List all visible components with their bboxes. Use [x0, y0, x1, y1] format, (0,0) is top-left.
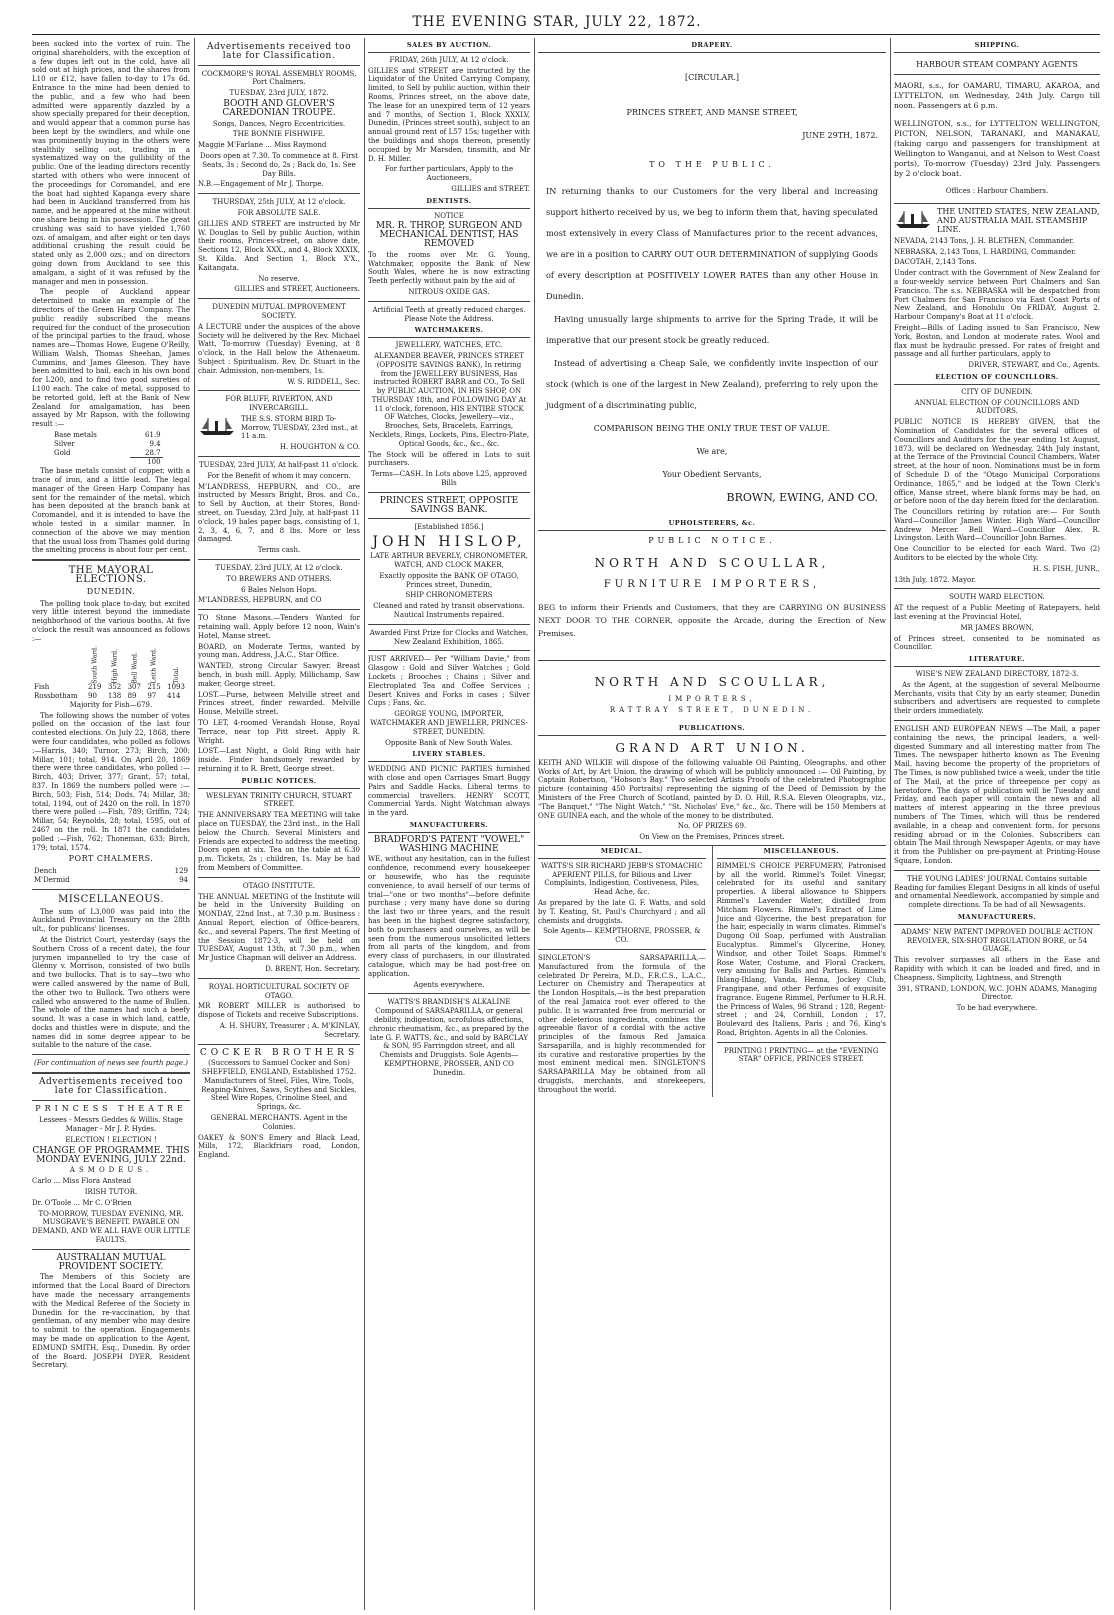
ad-text: A. H. SHURY, Treasurer ; A. M'KINLAY, Secretary. [219, 1021, 360, 1039]
ad-text: NITROUS OXIDE GAS. [408, 287, 490, 296]
divider [368, 518, 530, 519]
ad-text: GENERAL MERCHANTS. Agent in the Colonies. [210, 1114, 348, 1131]
ad-text: LOST.—Purse, between Melville street and Princes street, finder rewarded. Melville House, Melville street. [198, 690, 360, 717]
ad-text: THE YOUNG LADIES' JOURNAL Contains suitable Reading for families Elegant Designs in all kinds of useful and ornamental Needlework, accompanied by simple and complete directions. To be had of all Newsagents. [894, 874, 1100, 910]
ad-text: Agents everywhere. [413, 980, 485, 989]
ad-text: As the Agent, at the suggestion of several Melbourne Merchants, visits that City by an early steamer, Dunedin subscribers and advertisers are requested to complete their orders immediately. [894, 680, 1100, 716]
ad-text: of Princes street, consented to be nominated as Councillor. [894, 634, 1100, 652]
medical-misc-row [538, 845, 886, 1097]
ad-text: NOTICE [434, 211, 464, 220]
ad-text: CITY OF DUNEDIN. [961, 387, 1033, 396]
table-row [32, 867, 190, 876]
poll-table [32, 646, 190, 701]
divider [198, 559, 360, 560]
ad-text: JUST ARRIVED— Per "William Davie," from Glasgow : Gold and Silver Watches ; Gold Lockets ; Brooches ; Chains ; Silver and Electroplated Tea and Coffee Services ; Desert Knives and Forks in cases ; Silver Cups ; Fans, &c. [368, 655, 530, 708]
ad-text: JUNE 29TH, 1872. [802, 130, 878, 140]
section-heading: THE MAYORAL ELECTIONS. [68, 565, 154, 586]
table-cell: 219 [88, 683, 102, 692]
port-table [32, 867, 190, 885]
ad-text: (Successors to Samuel Cocker and Son) SHEFFIELD, ENGLAND, Established 1752. Manufacturers of Steel, Files, Wire, Tools, Reaping-Knives, Saws, Scythes and Sickles, Steel Wire Ropes, Crinoline Steel, and Springs, &c. [201, 1059, 357, 1112]
column-5 [894, 40, 1100, 1610]
column-divider [890, 38, 891, 1610]
table-cell: 215 [147, 683, 161, 692]
ad-text: WATTS'S SIR RICHARD JEBB'S STOMACHIC APERIENT PILLS, for Bilious and Liver Complaints, Indigestion, Costiveness, Piles, Head Ache, &c. [540, 861, 703, 897]
ad-text: 391, STRAND, LONDON, W.C. JOHN ADAMS, Managing Director. [897, 984, 1097, 1002]
ad-text: Opposite Bank of New South Wales. [385, 738, 513, 747]
ad-text: PRINCES STREET, AND MANSE STREET, [626, 107, 798, 117]
ad-title: PRINCESS THEATRE [35, 1103, 187, 1113]
ad-text: ENGLISH AND EUROPEAN NEWS —The Mail, a paper containing the news, the principal leaders, a well-digested Summary and all interesting matter from The Times. The newspaper hitherto known as The Evening Mail, having become the property of the proprietors of The Times, is now published twice a week, under the title of The Mail, at the price of threepence per copy as heretofore. The days of publication will be Tuesday and Friday, and each paper will contain the news and all matters of interest appearing in the three previous numbers of The Times, which will thus be rendered available, in a cheap and convenient form, for persons residing abroad or in the Colonies. Subscribers can obtain The Mail through Newspaper Agents, or may have it from the Publisher on pre-payment at Printing-House Square, London. [894, 725, 1100, 865]
ad-text: THE ANNIVERSARY TEA MEETING will take place on TUESDAY, the 23rd inst., in the Hall below the Church. Several Ministers and Friends are expected to address the meeting. Doors open at six. Tea on the table at 6.30 p.m. Tickets, 2s ; children, 1s. May be had from Members of Committee. [198, 811, 360, 872]
table-cell: 94 [179, 875, 188, 884]
ad-text: Freight—Bills of Lading issued to San Francisco, New York, Boston, and London at moderate rates. Wool and flax must be hydraulic pressed. For rates of freight and passage and all further particulars, apply to [894, 323, 1100, 359]
assay-table [52, 431, 163, 467]
section-heading: PUBLIC NOTICES. [198, 776, 360, 789]
ad-text: PRINTING ! PRINTING— at the "EVENING STAR" OFFICE, PRINCES STREET. [723, 1046, 879, 1064]
ad-text: SHIP CHRONOMETERS [405, 591, 493, 600]
ad-text: NEVADA, 2143 Tons, J. H. BLETHEN, Commander. [894, 236, 1075, 245]
ad-text: [Established 1856.] [414, 523, 484, 532]
ad-text: Exactly opposite the BANK OF OTAGO, Princes street, Dunedin, [379, 571, 519, 589]
divider [538, 949, 706, 950]
drapery-circular [538, 67, 886, 508]
steamship-icon [894, 208, 934, 230]
table-cell: M'Dermid [34, 875, 70, 884]
ad-text: TO-MORROW, TUESDAY EVENING, MR. MUSGRAVE'S BENEFIT. PAYABLE ON DEMAND, AND WE ALL HAVE OUR LITTLE FAULTS. [32, 1209, 190, 1245]
ad-text: KEITH AND WILKIE will dispose of the following valuable Oil Painting, Oleographs, and other Works of Art, by Art Union, the drawing of which will be publicly announced :— Oil Painting, by Captain Robertson, "Hobson's Bay." Two selected Artists Proofs of the celebrated Photographic picture (containing 450 Portraits) representing the signing of the Deed of Demission by the Ministers of the Free Church of Scotland, painted by D. O. Hill, R.S.A. Eleven Oleographs, viz., "The Banquet," "The Night Watch," "St. Nicholas' Eve," &c., &c. There will be 150 Members at ONE GUINEA each, and the whole of the money to be distributed. [538, 758, 886, 820]
ad-text: Terms cash. [257, 546, 301, 555]
ad-text: LOST.—Last Night, a Gold Ring with hair inside. Finder handsomely rewarded by returning it to R. Brett, George street. [198, 747, 360, 773]
divider [894, 74, 1100, 75]
ad-text: GILLIES and STREET. [451, 184, 530, 193]
ad-text: 6 Bales Nelson Hops. [241, 585, 317, 594]
ad-title: THE UNITED STATES, NEW ZEALAND, AND AUSTRALIA MAIL STEAMSHIP LINE. [937, 207, 1100, 234]
table-row [52, 440, 163, 449]
section-heading: ELECTION OF COUNCILLORS. [894, 372, 1100, 385]
divider [198, 609, 360, 610]
column-4 [538, 40, 886, 1610]
table-cell: 138 [107, 692, 122, 700]
ad-text: No. OF PRIZES 69. [677, 822, 747, 831]
table-cell: 414 [167, 692, 181, 700]
ad-title: PUBLIC NOTICE. [648, 535, 776, 545]
section-heading: SHIPPING. [894, 40, 1100, 53]
ad-text: Under contract with the Government of New Zealand for a four-weekly service between Port Chalmers and San Francisco. The s.s. NEBRASKA will be despatched from Port Chalmers for San Francisco via East Coast Ports of New Zealand, and Honolulu On FRIDAY, August 2. Harbour Company's Boat at 11 o'clock. [894, 269, 1100, 322]
ad-text: Terms—CASH. In Lots above L25, approved Bills [370, 470, 528, 488]
ad-text: TUESDAY, 23rd JULY, At 12 o'clock. [215, 564, 343, 573]
article-text: The following shows the number of votes polled on the occasion of the last four contested elections. On July 22, 1868, there were four candidates, who polled as follows :—Harris, 340; Turnor, 273; Birch, 200; Millar, 101; total, 914. On April 20, 1869 there were three candidates, who polled :—Birch, 403; Driver, 377; Grant, 57; total, 837. In 1869 the numbers polled were :—Birch, 503; Fish, 514; Dods, 74; Millar, 38; total, 1194, out of 2420 on the roll. In 1870 there were polled :—Fish, 789; Griffin, 724; Millar, 54; Reynolds, 28; total, 1595, out of 2467 on the roll. In 1871 the candidates polled :—Fish, 762; Thoneman, 633; Birch, 179; total, 1574. [32, 711, 190, 852]
ad-text: AT the request of a Public Meeting of Ratepayers, held last evening at the Provincial Hotel, [894, 604, 1100, 622]
section-heading: MANUFACTURERS. [894, 912, 1100, 925]
table-header: South Ward. [91, 645, 99, 684]
ad-text: As prepared by the late G. F. Watts, and sold by T. Keating, St. Paul's Churchyard ; and all chemists and druggists. [538, 898, 706, 925]
ad-title: JOHN HISLOP, [372, 534, 526, 551]
ad-text: Cleaned and rated by transit observations. Nautical Instruments repaired. [373, 602, 525, 620]
ad-text: M'LANDRESS, HEPBURN, and CO [198, 596, 322, 605]
ad-text: Artificial Teeth at greatly reduced charges. Please Note the Address. [372, 305, 526, 323]
ad-text: Awarded First Prize for Clocks and Watches, New Zealand Exhibition, 1865. [369, 628, 529, 646]
ad-text: RATTRAY STREET, DUNEDIN. [609, 706, 815, 715]
table-row [32, 683, 190, 692]
ad-text: IRISH TUTOR. [84, 1188, 138, 1197]
ad-text: IN returning thanks to our Customers for the very liberal and increasing support hitherto received by us, we beg to inform them that, having speculated most extensively in every Class of Manufactures prior to the recent advances, we are in a position to CARRY OUT OUR DETERMINATION of supplying Goods of every description at POSITIVELY LOWER RATES than any other House in Dunedin. [546, 185, 878, 301]
table-cell: 100 [130, 458, 163, 467]
ads-heading: Advertisements received too late for Classification. [206, 42, 352, 61]
ad-title: MR. R. THROP, SURGEON AND MECHANICAL DENTIST, HAS REMOVED [375, 221, 523, 249]
section-heading: MEDICAL. [538, 846, 706, 859]
ad-text: Instead of advertising a Cheap Sale, we confidently invite inspection of our stock (which is one of the largest in New Zealand), preferring to rely upon the judgment of a discriminating public, [546, 357, 878, 410]
ad-text: BOARD, on Moderate Terms, wanted by young man. Address, J.A.C., Star Office. [198, 642, 360, 660]
section-heading: LITERATURE. [894, 654, 1100, 667]
ad-text: OAKEY & SON'S Emery and Black Lead, Mills, 172, Blackfriars road, London, England. [198, 1133, 360, 1160]
ad-text: GILLIES and STREET are instructed by the Liquidator of the United Carrying Company, limited, to Sell by public auction, within their Rooms, Princes street, on the above date, The lease for an unexpired term of 12 years and 7 months, of Section 1, Block XXXLV, Dunedin, (Princes street south), subject to an annual ground rent of L57 15s; together with the buildings and shops thereon, presently occupied by Mr Marsden, tinsmith, and Mr D. H. Miller. [368, 66, 530, 163]
ad-title: BROWN, EWING, AND CO. [726, 490, 878, 504]
section-heading: MISCELLANEOUS. [58, 893, 164, 905]
ad-title: HARBOUR STEAM COMPANY AGENTS [916, 59, 1078, 69]
ad-text: H. HOUGHTON & CO. [279, 443, 360, 452]
continuation-note: (For continuation of news see fourth page.) [34, 1059, 188, 1068]
ad-title: BRADFORD'S PATENT "VOWEL" WASHING MACHINE [373, 834, 525, 854]
table-header: High Ward. [111, 648, 119, 684]
ad-text: Carlo ... Miss Flora Anstead [32, 1177, 132, 1186]
ad-text: PUBLIC NOTICE IS HEREBY GIVEN, that the Nomination of Candidates for the several offices of Councillors and Auditors for the year ending 1st August, 1873, will be declared on Wednesday, 24th July instant, at the Terrace of the Provincial Council Chambers, Water street, at the hour of noon. Nominations must be in form of Schedule D of the "Otago Municipal Corporations Ordinance, 1865," and be lodged at the Town Clerk's office, Manse street, where blank forms may be had, on or before noon of the day herein fixed for the declaration. [894, 418, 1100, 506]
article-text: The polling took place to-day, but excited very little interest beyond the immediate neighborhood of the various booths. At five o'clock the result was announced as follows :— [32, 599, 190, 643]
ad-title: DUNEDIN MUTUAL IMPROVEMENT SOCIETY. [212, 303, 346, 320]
column-2 [198, 40, 360, 1610]
table-cell: Fish [34, 683, 50, 692]
column-divider [194, 38, 195, 1610]
majority-line: Majority for Fish—679. [69, 700, 153, 709]
ad-text: MR ROBERT MILLER is authorised to dispose of Tickets and receive Subscriptions. [198, 1002, 360, 1020]
divider [198, 456, 360, 457]
masthead: THE EVENING STAR, JULY 22, 1872. [412, 14, 702, 30]
ad-title: NORTH AND SCOULLAR, [594, 556, 830, 571]
ad-text: TUESDAY, 23rd JULY, 1872. [229, 89, 329, 98]
divider [368, 624, 530, 625]
section-heading: PUBLICATIONS. [538, 723, 886, 736]
ad-text: M'LANDRESS, HEPBURN, and CO., are instructed by Messrs Bright, Bros. and Co., to Sell by Auction, at their Stores, Bond-street, on Tuesday, 23rd July, at half-past 11 o'clock, 19 bales paper bags, consisting of 1, 2, 3, 4, 6, 7, and 8 lbs. More or less damaged. [198, 482, 360, 544]
table-header: Leith Ward. [150, 647, 158, 684]
medical-column [538, 846, 706, 1097]
table-cell: 9.4 [149, 439, 161, 448]
ad-title: ADAMS' NEW PATENT IMPROVED DOUBLE ACTION REVOLVER, SIX-SHOT REGULATION BORE, or 54 GUAGE. [901, 927, 1093, 954]
ad-text: Offices : Harbour Chambers. [945, 186, 1049, 195]
section-heading: MISCELLANEOUS. [717, 846, 886, 859]
divider [32, 559, 190, 561]
divider [894, 203, 1100, 204]
ad-text: IMPORTERS, [668, 695, 756, 704]
ad-text: The Councillors retiring by rotation are:— For South Ward—Councillor James Winter. High Ward—Councillor Andrew Mercer. Bell Ward—Councillor Alex. R. Livingston. Leith Ward—Councillor John Barnes. [894, 508, 1100, 543]
ad-text: MR JAMES BROWN, [960, 623, 1034, 632]
divider [32, 1072, 190, 1074]
table-cell: 61.9 [145, 431, 161, 440]
divider [32, 1249, 190, 1250]
ad-text: BEG to inform their Friends and Customers, that they are CARRYING ON BUSINESS NEXT DOOR TO THE CORNER, opposite the Arcade, during the Erection of New Premises. [538, 603, 886, 639]
ad-text: ASMODEUS. [69, 1166, 153, 1175]
ad-title: ANNUAL ELECTION OF COUNCILLORS AND AUDITORS. [914, 398, 1080, 416]
misc-column [712, 846, 886, 1097]
ad-text: TO Stone Masons.—Tenders Wanted for retaining wall. Apply before 12 noon, Wain's Hotel, Manse street. [198, 614, 360, 640]
ad-title: ROYAL HORTICULTURAL SOCIETY OF OTAGO. [208, 982, 350, 1000]
ad-text: This revolver surpasses all others in the Ease and Rapidity with which it can be loaded and fired, and in Cheapness, Simplicity, Lightness, and Strength [894, 956, 1100, 982]
table-cell: 97 [147, 692, 157, 700]
ad-text: The Members of this Society are informed that the Local Board of Directors have made the necessary arrangements with the Medical Referee of the Society in Dunedin for the re-vaccination, by that gentleman, of any member who may desire to submit to the operation. Engagements may be made on application to the Agent, EDMUND SMITH, Esq., Dunedin. By order of the Board. JOSEPH DYER, Resident Secretary. [32, 1273, 190, 1370]
divider [368, 993, 530, 994]
top-rule [32, 34, 1100, 35]
ad-text: Doors open at 7.30. To commence at 8. First Seats, 3s ; Second do, 2s ; Back do, 1s. See Day Bills. [200, 151, 358, 178]
table-cell: 89 [127, 692, 137, 700]
section-heading: SALES BY AUCTION. [368, 40, 530, 53]
ad-text: FRIDAY, 26th JULY, At 12 o'clock. [389, 55, 509, 64]
ad-text: GILLIES AND STREET are instructed by Mr W. Douglas to Sell by public Auction, within their rooms, Princes-street, on above date, Sections 12, Block XXX., and 4, Block XXXIX, St. Kilda. And Section 1, Block X'X., Kaitangata. [198, 219, 360, 272]
table-cell: 28.7 [145, 448, 161, 457]
ad-text: LATE ARTHUR BEVERLY, CHRONOMETER, WATCH, AND CLOCK MAKER, [370, 552, 528, 570]
mail-line-ad [894, 208, 1100, 234]
ad-title: COCKMORE'S ROYAL ASSEMBLY ROOMS, Port Chalmers. [201, 69, 357, 87]
divider [198, 1044, 360, 1045]
table-row [32, 692, 190, 701]
ad-text: For the Benefit of whom it may concern. [207, 471, 351, 480]
table-row [52, 431, 163, 440]
ad-text: TO LET, 4-roomed Verandah House, Royal Terrace, near top Pitt street. Apply R. Wright. [198, 719, 360, 745]
ad-text: PRINCES STREET, OPPOSITE SAVINGS BANK. [379, 495, 519, 515]
table-cell: 352 [107, 683, 122, 692]
ads-heading: Advertisements received too late for Classification. [38, 1077, 184, 1096]
ad-text: FOR ABSOLUTE SALE. [237, 208, 321, 217]
ad-text: 13th July, 1872. Mayor. [894, 575, 977, 584]
section-heading: DRAPERY. [538, 40, 886, 53]
ad-text: To be had everywhere. [956, 1004, 1038, 1013]
ad-text: Dr. O'Toole ... Mr C. O'Brien [32, 1198, 132, 1207]
table-row [52, 449, 163, 458]
ad-title: GRAND ART UNION. [615, 740, 809, 755]
table-cell: Rossbotham [34, 692, 78, 700]
table-header: Total. [173, 666, 181, 684]
divider [198, 65, 360, 66]
table-header: Bell Ward. [131, 651, 139, 684]
ad-text: JEWELLERY, WATCHES, ETC. [395, 341, 503, 350]
ad-title: TO THE PUBLIC. [649, 159, 775, 169]
section-heading: UPHOLSTERERS, &c. [538, 518, 886, 531]
ship-ad [198, 415, 360, 441]
ad-text: DACOTAH, 2,143 Tons. [894, 258, 977, 267]
ad-text: One Councillor to be elected for each Ward. Two (2) Auditors to be elected by the whole City. [894, 545, 1100, 563]
section-heading: WATCHMAKERS. [368, 325, 530, 338]
subheading: DUNEDIN. [86, 586, 136, 596]
ad-text: WANTED, strong Circular Sawyer. Breast bench, in bush mill. Apply, Millichamp, Saw maker, George street. [198, 662, 360, 688]
ad-text: RIMMEL'S CHOICE PERFUMERY, Patronised by all the world. Rimmel's Toilet Vinegar, celebrated for its useful and sanitary properties. A liberal allowance to Shippers Rimmel's Lavender Water, distilled from Mitcham Flowers. Rimmel's Extract of Lime Juice and Glycerine, the best preparation for the hair, especially in warm climates. Rimmel's Dugong Oil Soap, perfumed with Australian Eucalyptus. Rimmel's Glycerine, Honey, Windsor, and other Toilet Soaps. Rimmel's Rose Water, Costume, and Floral Crackers, very amusing for Balls and Parties. Rimmel's Ihlang-Ihlang, Vanda, Henna, Jockey Club, Frangipane, and other Perfumes of exquisite fragrance. Eugene Rimmel, Perfumer to H.R.H. the Princess of Wales, 96 Strand ; 128, Regent-street ; and 24, Cornhill, London ; 17, Boulevard des Italiens, Paris ; and 76, King's Road, Brighton. Agents in all the Colonies. [716, 861, 886, 1037]
table-cell: 129 [174, 867, 188, 876]
divider [368, 650, 530, 651]
table-cell: 307 [127, 683, 141, 692]
ad-text: The Stock will be offered in Lots to suit purchasers. [368, 450, 530, 468]
ad-text: On View on the Premises, Princes street. [639, 833, 785, 842]
ad-title: SOUTH WARD ELECTION. [949, 593, 1045, 602]
ad-text: ALEXANDER BEAVER, PRINCES STREET (OPPOSITE SAVINGS BANK), In retiring from the JEWELLERY BUSINESS, Has instructed ROBERT BARR and CO., To Sell by PUBLIC AUCTION, IN HIS SHOP, ON THURSDAY 18th, and FOLLOWING DAY At 11 o'clock, forenoon, HIS ENTIRE STOCK OF Watches, Clocks, Jewellery—viz., Brooches, Sets, Bracelets, Earrings, Necklets, Rings, Lockets, Pins, Electro-Plate, Optical Goods, &c., &c., &c. [368, 351, 530, 448]
article-text: The sum of L3,000 was paid into the Auckland Provincial Treasury on the 28th ult., for publicans' licenses. [32, 907, 190, 934]
divider [894, 870, 1100, 871]
divider [894, 720, 1100, 721]
ad-text: No reserve. [258, 274, 300, 283]
section-heading: DENTISTS. [368, 196, 530, 209]
ad-text: TUESDAY, 23rd JULY, At half-past 11 o'clock. [199, 461, 359, 470]
ad-text: For further particulars, Apply to the Auctioneers, [384, 165, 514, 183]
ad-text: Maggie M'Farlane ... Miss Raymond [198, 141, 327, 150]
table-header-row [32, 646, 190, 684]
ad-text: Your Obedient Servants, [662, 469, 762, 479]
ad-text: [CIRCULAR.] [684, 72, 740, 82]
table-row [52, 458, 163, 467]
ad-text: A LECTURE under the auspices of the above Society will be delivered by the Rev. Michael Watt, To-morrow (Tuesday) Evening, at 8 o'clock, in the Hall below the Athenaeum. Subject : Spiritualism. Rev. Dr. Stuart in the chair. Admission, non-members, 1s. [198, 322, 360, 375]
divider [198, 298, 360, 299]
section-heading: MANUFACTURERS. [368, 820, 530, 833]
table-cell: 90 [88, 692, 97, 700]
steamship-icon [198, 415, 238, 437]
ad-title: TO BREWERS AND OTHERS. [226, 574, 332, 583]
ad-text: DRIVER, STEWART, and Co., Agents. [968, 361, 1100, 370]
ad-title: FURNITURE IMPORTERS, [603, 579, 821, 591]
table-cell: Dench [34, 867, 57, 876]
article-text: The people of Auckland appear determined to make an example of the directors of the Green Harp Company. The public readily subscribed the means required for the conduct of the prosecution of the principal parties to the fraud, whose names are—Thomas Howe, Eugene O'Reilly, William Walsh, Thomas Sheehan, James Cummins, and James Gleeson. They have been admitted to bail, each in his own bond for L200, and to find two good sureties of L100 each. The cake of metal, supposed to be retorted gold, left at the Bank of New Zealand for amalgamation, has been assayed by Mr Rapson, with the following result :— [32, 288, 190, 429]
ad-text: WEDDING AND PICNIC PARTIES furnished with close and open Carriages Smart Buggy Pairs and Saddle Hacks. Liberal terms to commercial travellers. HENRY SCOTT, Commercial Yards. Night Watchman always in the yard. [368, 765, 530, 818]
ad-text: Lessees - Messrs Geddes & Willis. Stage Manager - Mr J. P. Hydes. [39, 1116, 183, 1134]
ad-text: Having unusually large shipments to arrive for the Spring Trade, it will be imperative that our present stock be greatly reduced. [546, 313, 878, 345]
divider [32, 1100, 190, 1101]
table-cell: Gold [54, 448, 71, 457]
table-cell: Base metals [54, 431, 97, 440]
article-text: The base metals consist of copper, with a trace of iron, and a little lead. The legal manager of the Green Harp Company has sent for the remainder of the metal, which has been deposited at the branch bank at Coromandel, and it is intended to have the whole tested in a similar manner. In connection of the above we may mention that the usual loss from Thames gold during the smelting process is about four per cent. [32, 467, 190, 555]
column-3 [368, 40, 530, 1610]
ad-text: D. BRENT, Hon. Secretary. [265, 964, 360, 973]
ad-text: WELLINGTON, s.s., for LYTTELTON WELLINGTON, PICTON, NELSON, TARANAKI, and MANAKAU, (taking cargo and passengers for transhipment at Wellington to Wanganui, and at Nelson to West Coast ports), To-morrow (Tuesday) 23rd July. Passengers by 2 o'clock boat. [894, 118, 1100, 178]
divider [198, 390, 360, 391]
divider [894, 588, 1100, 589]
ad-text: THURSDAY, 25th JULY, At 12 o'clock. [212, 198, 346, 207]
ad-title: COCKER BROTHERS [199, 1047, 359, 1058]
column-divider [534, 38, 535, 1610]
ad-text: CHANGE OF PROGRAMME. THIS MONDAY EVENING, JULY 22nd. [32, 1145, 190, 1165]
ad-text: We are, [696, 446, 728, 456]
ad-text: COMPARISON BEING THE ONLY TRUE TEST OF VALUE. [593, 423, 831, 433]
column-divider [364, 38, 365, 1610]
article-text: At the District Court, yesterday (says the Southern Cross of a recent date), the four jurymen impannelled to try the case of Glenny v. Morrison, consisted of two bulls and two bullocks. That is to say—two who were called answered by the name of Bull, the other two to Bullock. Two others were called who answered to the name of Bullen. The whole of the names had such a beefy sound. It was a case in which land, cattle, docks and thistles were in dispute, and the names did in some degree appear to be suitable to the nature of the case. [32, 935, 190, 1050]
ad-title: OTAGO INSTITUTE. [242, 881, 316, 890]
column-1 [32, 40, 190, 1610]
ad-text: W. S. RIDDELL, Sec. [287, 377, 360, 386]
subheading: PORT CHALMERS. [68, 854, 154, 864]
ad-text: SINGLETON'S SARSAPARILLA,— Manufactured from the formula of the celebrated Dr Pereira, M.D., F.R.C.S., L.A.C., Lecturer on Chemistry and Therapeutics at the London Hospitals,—is the best preparation of the real Jamaica root ever offered to the public. It is warranted free from mercurial or other deleterious ingredients, combines the agreeable flavor of a cordial with the active principles of the famous Red Jamaica Sarsaparilla, and is highly recommended for its curative and restorative properties by the most eminent medical men. SINGLETON'S SARSAPARILLA May be obtained from all druggists, merchants, and storekeepers, throughout the world. [538, 953, 706, 1094]
ad-title: BOOTH AND GLOVER'S CAREDONIAN TROUPE. [222, 98, 336, 118]
ad-text: Songs, Dances, Negro Eccentricities. [212, 119, 346, 128]
divider [32, 889, 190, 890]
table-cell: 1093 [167, 683, 185, 692]
table-row [32, 876, 190, 885]
ad-text: ELECTION ! ELECTION ! [65, 1136, 157, 1145]
ad-title: NORTH AND SCOULLAR, [594, 675, 830, 690]
ad-text: WATTS'S BRANDISH'S ALKALINE Compound of SARSAPARILLA, or general debility, indigestion, scrofulous affections, chronic rheumatism, &c., as prepared by the late G. F. WATTS, &c., and sold by BARCLAY & SON, 95 Farringdon street, and all Chemists and Druggists. Sole Agents— KEMPTHORNE, PROSSER, AND CO Dunedin. [369, 998, 529, 1077]
section-heading: LIVERY STABLES. [368, 749, 530, 762]
ad-text: To the rooms over Mr. G. Young, Watchmaker, opposite the Bank of New South Wales, where he is now extracting Teeth perfectly without pain by the aid of [368, 250, 530, 286]
divider [368, 492, 530, 493]
article-text: been sucked into the vortex of ruin. The original shareholders, with the exception of a few dupes left out in the cold, have all sold out at high prices, and the shares from L10 or £12, have fallen to-day to 17s 6d. Entrance to the mine had been denied to the public, and a few who had been admitted were apparently dazzled by a show specially prepared for their deception, and would appear that a common purse has been kept by the swindlers, and while one was prominently buying in the others were stealthily selling out, trading in a systematized way on the gullibility of the public. One of the leading directors recently started with others who were innocent of the proceedings for Coromandel, and ere the boat had sighted Kapanga every share had been in Auckland transferred from his name, and he appeared at the mine without one share being in his possession. The great crushing was said to have yielded 1,760 ozs. of amalgam, and after eight or ten days additional crushing the result could be stated only as 2,000 ozs.; and on directors going down from Auckland to see this amalgam, a sight of it was refused by the manager and men in possession. [32, 40, 190, 286]
ad-text: MAORI, s.s., for OAMARU, TIMARU, AKAROA, and LYTTELTON, on Wednesday, 24th July. Cargo till noon. Passengers at 6 p.m. [894, 80, 1100, 110]
ad-text: GEORGE YOUNG, IMPORTER, WATCHMAKER AND JEWELLER, PRINCES-STREET, DUNEDIN. [370, 710, 528, 736]
ad-title: WISE'S NEW ZEALAND DIRECTORY, 1872-3. [915, 670, 1079, 679]
divider [32, 1054, 190, 1055]
ad-title: FOR BLUFF, RIVERTON, AND INVERCARGILL. [225, 395, 333, 413]
ad-text: THE S.S. STORM BIRD To-Morrow, TUESDAY, 23rd inst., at 11 a.m. [241, 414, 358, 441]
divider [198, 193, 360, 194]
ad-text: WE, without any hesitation, can in the fullest confidence, recommend every housekeeper or housewife, who has the requisite convenience, to avail herself of our terms of trial—"one or two months"—before definite purchase ; very many have done so during the last two or three years, and the result has been in the highest degree satisfactory, both to purchasers and ourselves, as will be seen from the numerous unsolicited letters from all parts of the kingdom, and from every class of purchasers, in our illustrated catalogue, which may be had post-free on application. [368, 855, 530, 978]
ad-text: NEBRASKA, 2,143 Tons, I. HARDING, Commander. [894, 247, 1076, 256]
divider [198, 978, 360, 979]
divider [538, 660, 886, 661]
ad-title: AUSTRALIAN MUTUAL PROVIDENT SOCIETY. [56, 1252, 166, 1272]
ad-text: GILLIES and STREET, Auctioneers. [234, 285, 360, 294]
ad-text: THE ANNUAL MEETING of the Institute will be held in the University Building on MONDAY, 22nd Inst., at 7.30 p.m. Business : Annual Report, election of Office-bearers, &c., and several Papers. The first Meeting of the Session 1872-3, will be held on TUESDAY, August 13th, at 7.30 p.m., when Mr Justice Chapman will deliver an Address. [198, 892, 360, 963]
ad-text: H. S. FISH, JUNR., [1032, 564, 1100, 573]
ad-text: THE BONNIE FISHWIFE. [232, 130, 326, 139]
ad-text: Sole Agents— KEMPTHORNE, PROSSER, & CO. [543, 927, 701, 945]
ad-text: N.B.—Engagement of Mr J. Thorpe. [198, 180, 324, 189]
divider [368, 301, 530, 302]
divider [198, 877, 360, 878]
table-cell: Silver [54, 439, 75, 448]
ad-title: WESLEYAN TRINITY CHURCH, STUART STREET. [205, 791, 352, 809]
divider [717, 1042, 886, 1043]
